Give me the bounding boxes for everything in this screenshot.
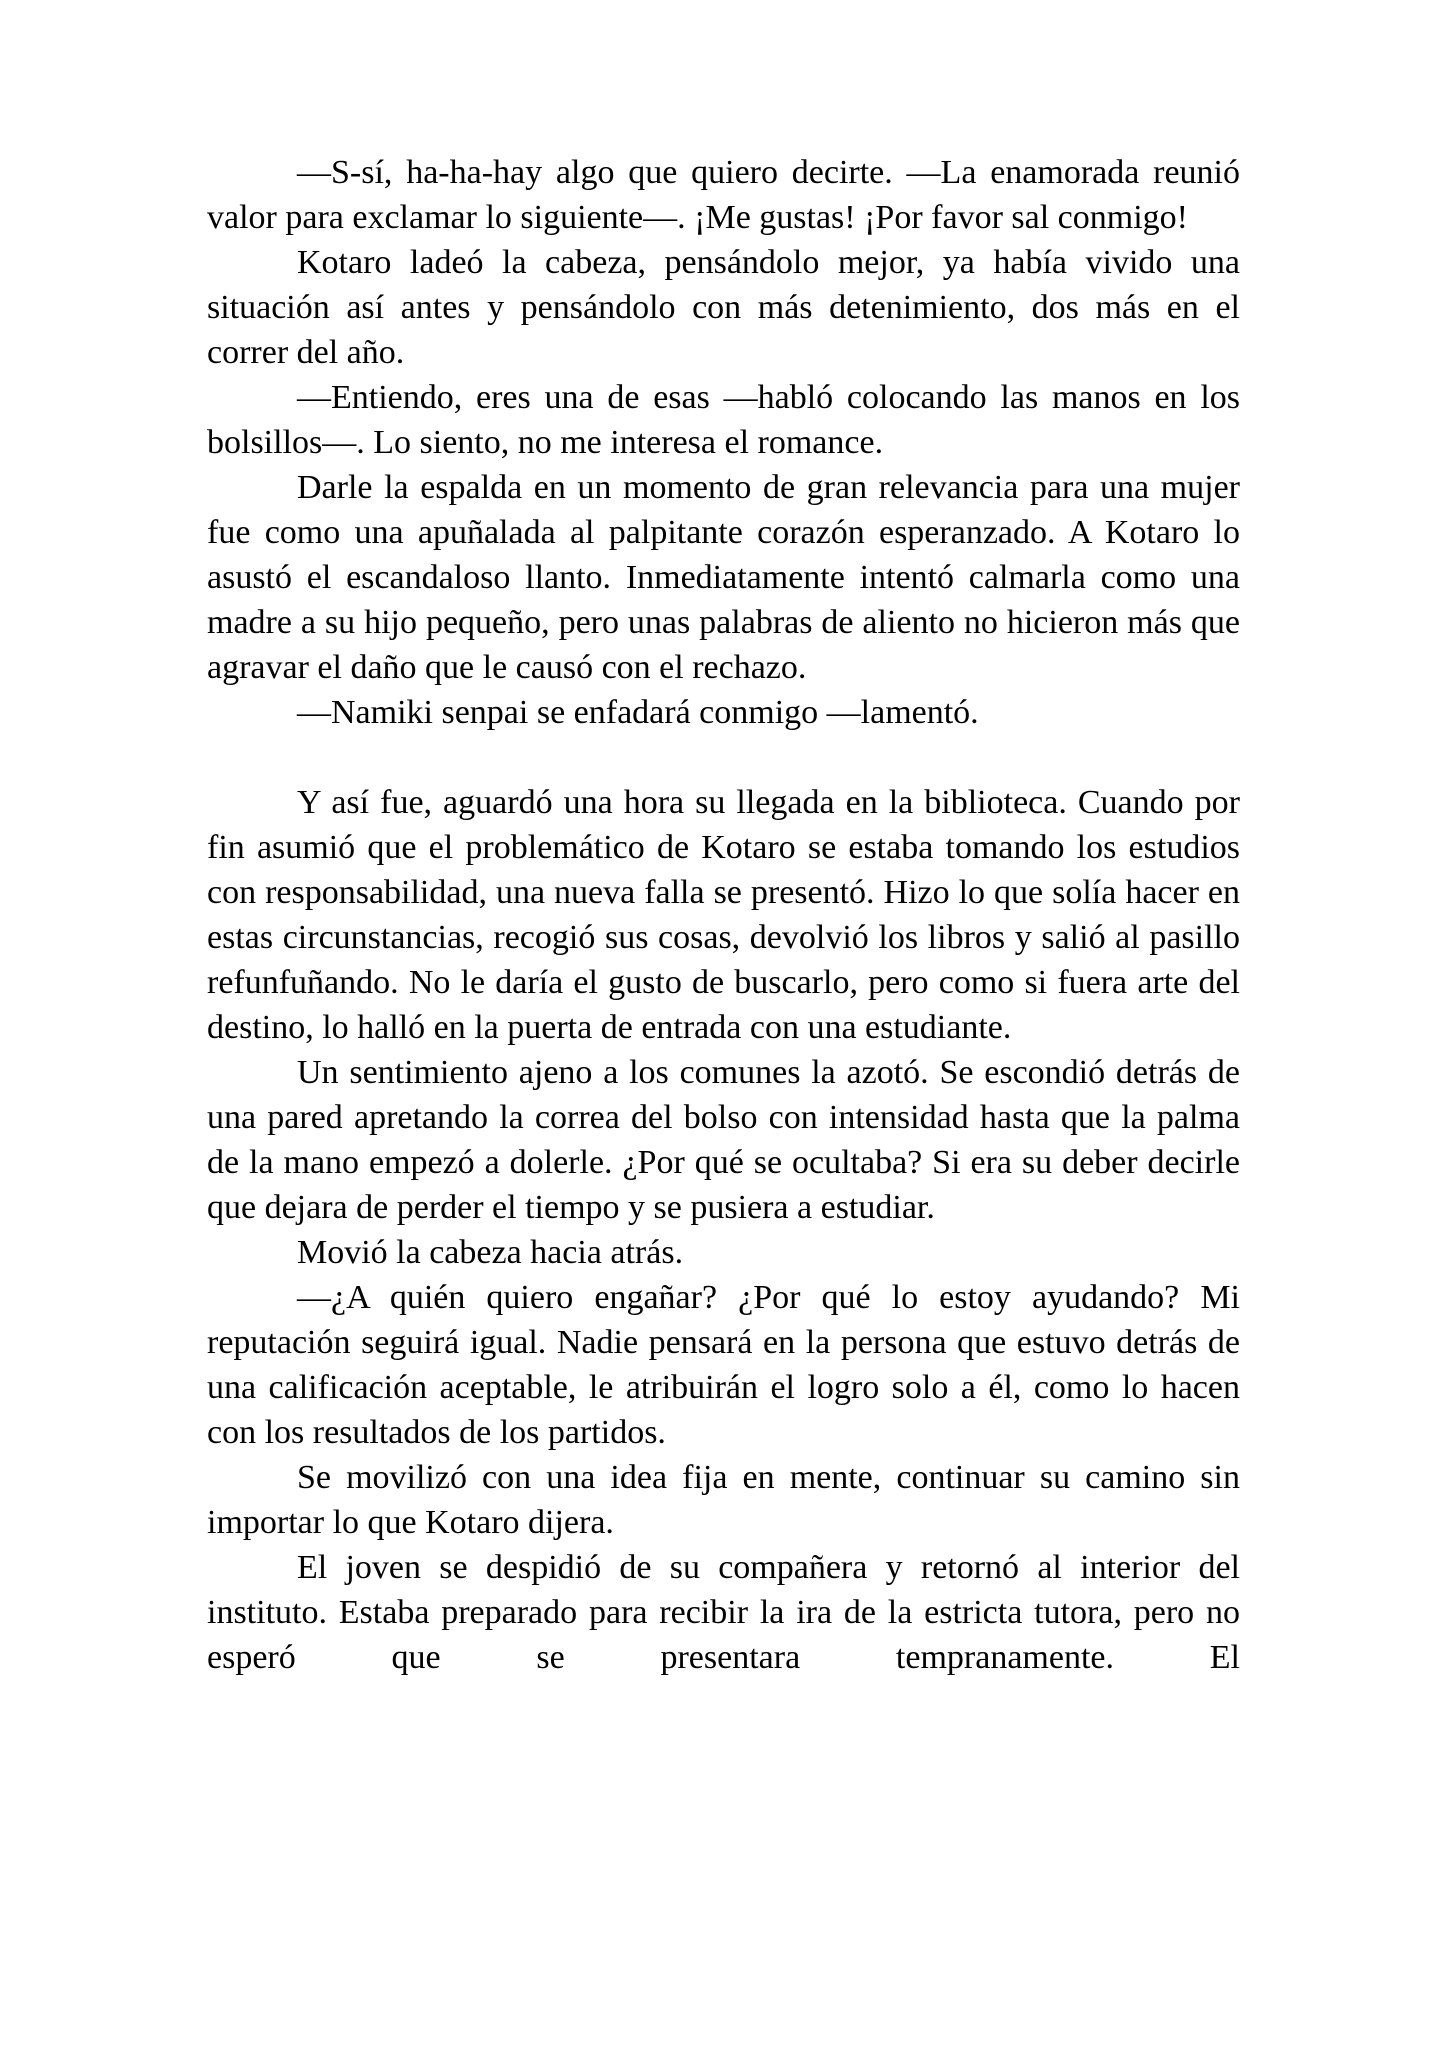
paragraph-fixed-idea: Se movilizó con una idea fija en mente, continuar su camino sin importar lo que Kotaro dijera. <box>207 1459 1240 1541</box>
paragraph-head-back: Movió la cabeza hacia atrás. <box>297 1234 684 1271</box>
paragraph-aftermath: Darle la espalda en un momento de gran relevancia para una mujer fue como una apuñalada al palpitante corazón esperanzado. A Kotaro lo asustó el escandaloso llanto. Inmediatamente intentó calmarla como una madre a su hijo pequeño, pero unas palabras de aliento no hicieron más que agravar el daño que le causó con el rechazo. <box>207 469 1240 686</box>
paragraph-kotaro-thinks: Kotaro ladeó la cabeza, pensándolo mejor, ya había vivido una situación así antes y pensándolo con más detenimiento, dos más en el correr del año. <box>207 244 1240 371</box>
scene-break-spacer <box>207 735 1240 780</box>
paragraph-inner-monologue: —¿A quién quiero engañar? ¿Por qué lo estoy ayudando? Mi reputación seguirá igual. Nadie pensará en la persona que estuvo detrás de una calificación aceptable, le atribuirán el logro solo a él, como lo hacen con los resultados de los partidos. <box>207 1279 1240 1451</box>
paragraph-dialogue-rejection: —Entiendo, eres una de esas —habló colocando las manos en los bolsillos—. Lo siento, no me interesa el romance. <box>207 379 1240 461</box>
paragraph-dialogue-lament: —Namiki senpai se enfadará conmigo —lamentó. <box>297 694 979 731</box>
paragraph-return-institute: El joven se despidió de su compañera y retornó al interior del instituto. Estaba preparado para recibir la ira de la estricta tutora, pero no esperó que se presentara tempranamente. El <box>207 1549 1240 1676</box>
paragraph-dialogue-confession: —S-sí, ha-ha-hay algo que quiero decirte. —La enamorada reunió valor para exclamar lo siguiente—. ¡Me gustas! ¡Por favor sal conmigo! <box>207 154 1240 236</box>
paragraph-hiding-feeling: Un sentimiento ajeno a los comunes la azotó. Se escondió detrás de una pared apretando la correa del bolso con intensidad hasta que la palma de la mano empezó a dolerle. ¿Por qué se ocultaba? Si era su deber decirle que dejara de perder el tiempo y se pusiera a estudiar. <box>207 1054 1240 1226</box>
page-text-block <box>207 150 1240 1680</box>
paragraph-library-wait: Y así fue, aguardó una hora su llegada en la biblioteca. Cuando por fin asumió que el problemático de Kotaro se estaba tomando los estudios con responsabilidad, una nueva falla se presentó. Hizo lo que solía hacer en estas circunstancias, recogió sus cosas, devolvió los libros y salió al pasillo refunfuñando. No le daría el gusto de buscarlo, pero como si fuera arte del destino, lo halló en la puerta de entrada con una estudiante. <box>207 784 1240 1046</box>
